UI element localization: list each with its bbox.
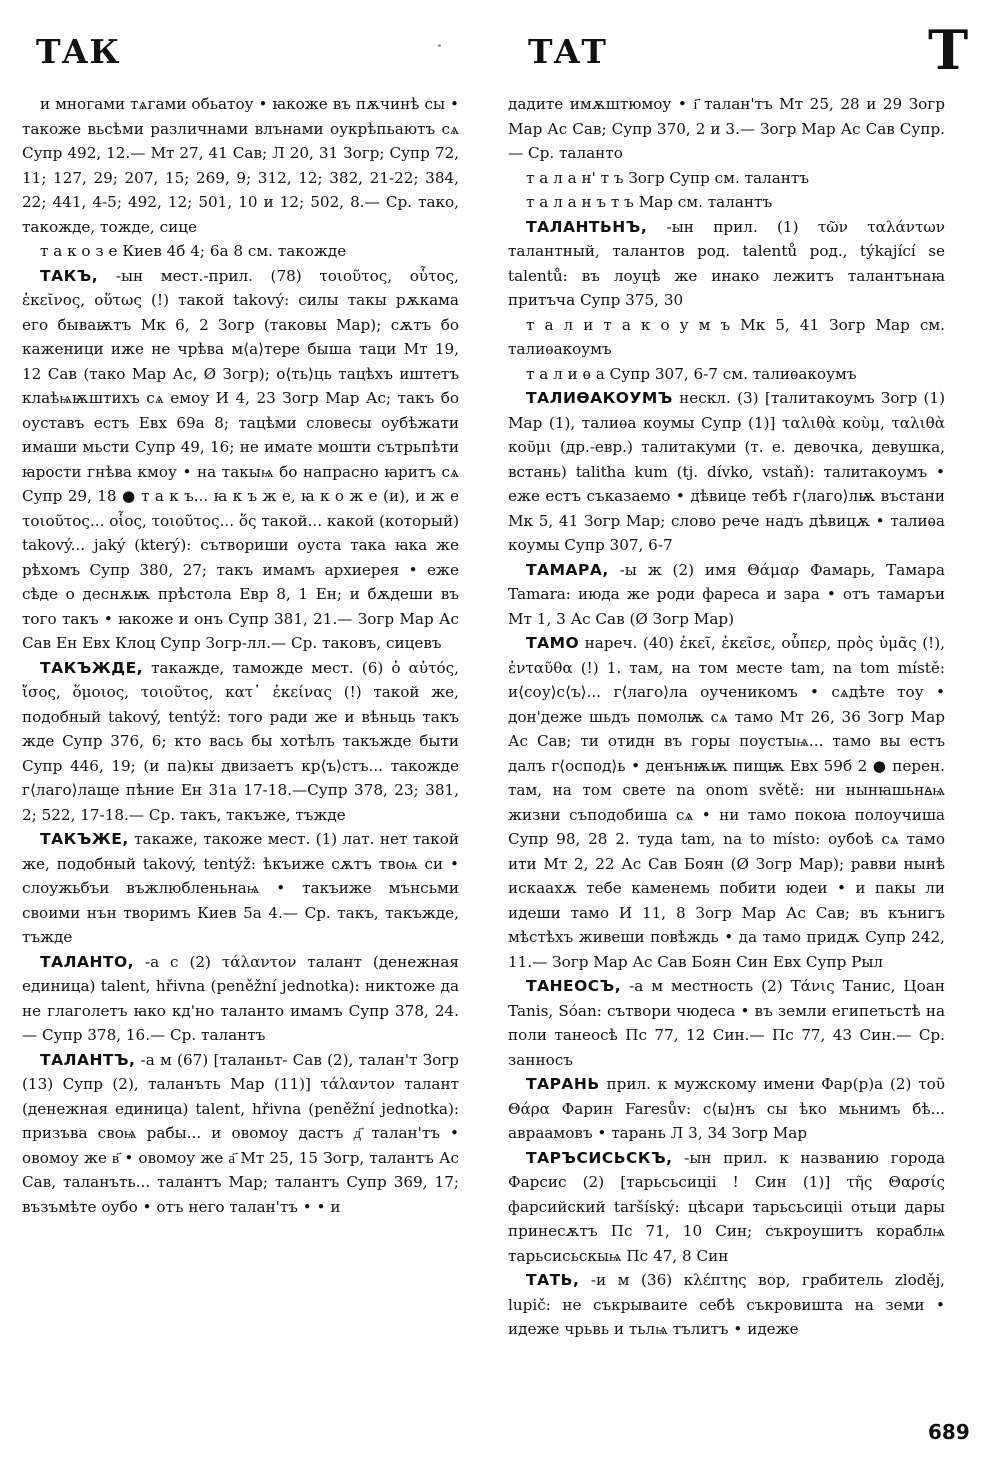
entry-text: т а л и т а к о у м ъ Мк 5, 41 Зогр Мар см. талиѳакоумъ [508, 315, 945, 358]
entry-text: -и м (36) κλέπτης вор, грабитель zloděj, lupič: не съкрываите себѣ съкровишта на земи • идеже чрьвь и тьлѩ тълитъ • идеже [508, 1271, 945, 1338]
dictionary-entry [508, 215, 945, 313]
section-letter: Т [928, 18, 969, 82]
entry-text: -а с (2) τάλαντον талант (денежная единица) talent, hřivna (peněžní jednotka): никтоже да не глаголетъ ꙗко кд'но таланто имамъ Супр 378, 24.— Супр 378, 16.— Ср. талантъ [22, 952, 459, 1044]
dictionary-entry [22, 827, 459, 950]
page-number: 689 [928, 1420, 970, 1444]
headword: ТАТЬ, [526, 1271, 580, 1289]
headword: ТАЛАНТЪ, [40, 1050, 136, 1069]
headword: ТАМО [526, 634, 580, 652]
headword: ТАЛИѲАКОУМЪ [526, 389, 673, 407]
entry-text: -ын мест.-прил. (78) τοιοῦτος, οὗτος, ἐκεῖνος, οὕτως (!) такой takový: силы такы рѫкама его бываѭтъ Мк 6, 2 Зогр (таковы Мар); сѫтъ бо каженици иже не чрѣва м⟨а⟩тере быша таци Мт 19, 12 Сав (тако Мар Ас, Ø Зогр); о⟨ть⟩ць тацѣхъ иштетъ клаѣѩѭштихъ сѧ емоу И 4, 23 Зогр Мар Ас; такъ бо оуставъ естъ Евх 69а 8; тацѣми словесы оубѣжати имаши мьсти Супр 49, 16; не имате мошти сътрьпѣти ꙗрости гнѣва кмоу • на такыѩ бо напрасно ꙗритъ сѧ Супр 29, 18 ● т а к ъ... ꙗ к ъ ж е, ꙗ к о ж е (и), и ж е τοιοῦτος... οἷος, τοιοῦτος... ὅς такой... какой (который) takový... jaký (který): сътвориши оуста така ꙗка же рѣхомъ Супр 380, 27; такъ имамъ архиерея • еже сѣде о деснѫѭ прѣстола Евр 8, 1 Ен; и бѫдеши въ того такъ • ꙗкоже и онъ Супр 381, 21.— Зогр Мар Ас Сав Ен Евх Клоц Супр Зогр-лл.— Ср. таковъ, сицевъ [22, 266, 459, 652]
dictionary-entry [508, 558, 945, 632]
dictionary-entry [508, 386, 945, 558]
entry-text: -а м (67) [таланьт- Сав (2), талан'т Зогр (13) Супр (2), таланъть Мар (11)] τάλαντον талант (денежная единица) talent, hřivna (peněžní jednotka): призъва своѩ рабы... и овомоу дастъ д҃ талан'тъ • овомоу же в҃ • овомоу же а҃ Мт 25, 15 Зогр, талантъ Ас Сав, таланъть... талантъ Мар; талантъ Супр 369, 17; възъмѣте оубо • отъ него талан'тъ • • и [22, 1050, 459, 1216]
headword: ТАЛАНТО, [40, 952, 135, 971]
dictionary-entry [508, 1146, 945, 1269]
dictionary-entry [508, 974, 945, 1072]
entry-text: -ын прил. к названию города Фарсис (2) [тарьсьсиціі ! Син (1)] τῆς Θαρσίς фарсийский taršíský: цѣсари тарьсьсиціі отьци дары принесѫтъ Пс 71, 10 Син; съкроушитъ кораблѩ тарьсисьскыѩ Пс 47, 8 Син [508, 1148, 945, 1265]
entry-text: прил. к мужскому имени Фар(р)а (2) τοῦ Θάρα Фарин Faresův: с⟨ы⟩нъ сы ѣко мьнимъ бѣ... авраамовъ • тарань Л 3, 34 Зогр Мар [508, 1075, 945, 1142]
headword: ТАРАНЬ [526, 1075, 600, 1093]
entry-text: такажде, таможде мест. (6) ὁ αὐτός, ἴσος, ὅμοιος, τοιοῦτος, κατ᾿ ἐκείνας (!) такой же, подобный takový, tentýž: того ради же и вѣньць такъ жде Супр 376, 6; кто вась бы хотѣлъ такъжде быти Супр 446, 19; (и па)кы двизаетъ кр⟨ъ⟩стъ... такожде г⟨лаго⟩лаще пѣние Ен 31а 17-18.—Супр 378, 23; 381, 2; 522, 17-18.— Ср. такъ, такъже, тъжде [22, 658, 459, 824]
headword: ТАМАРА, [526, 560, 609, 579]
entry-text: дадите имѫштюмоу • і҃ талан'тъ Мт 25, 28 и 29 Зогр Мар Ас Сав; Супр 370, 2 и 3.— Зогр Мар Ас Сав Супр.— Ср. таланто [508, 95, 945, 162]
header-dot [438, 44, 441, 47]
entry-text: -а м местность (2) Τάνις Танис, Цоан Tanis, Sóan: сътвори чюдеса • въ земли египетьстѣ на поли танеосѣ Пс 77, 12 Син.— Пс 77, 43 Син.— Ср. занносъ [508, 977, 945, 1069]
dictionary-entry [22, 1048, 459, 1220]
entry-text: т а л и ѳ а Супр 307, 6-7 см. талиѳакоумъ [526, 364, 857, 383]
dictionary-entry [508, 190, 945, 215]
dictionary-entry [22, 239, 459, 264]
entry-text: такаже, такоже мест. (1) лат. нет такой же, подобный takový, tentýž: ѣкъиже сѫтъ твоѩ си • слоужьбъи въжлюбленьнаѩ • такъиже мънсьми своими нън творимъ Киев 5а 4.— Ср. такъ, такъжде, тъжде [22, 830, 459, 946]
dictionary-entry [22, 950, 459, 1048]
left-column [22, 92, 459, 1422]
headword: ТАЛАНТЬНЪ, [526, 217, 648, 236]
dictionary-entry [508, 631, 945, 974]
dictionary-entry [508, 1072, 945, 1146]
dictionary-entry [22, 92, 459, 239]
entry-text: -ы ж (2) имя Θάμαρ Фамарь, Тамара Tamara: июда же роди фареса и зара • отъ тамаръи Мт 1, 3 Ас Сав (Ø Зогр Мар) [508, 560, 945, 628]
running-head-center: ТАТ [528, 32, 607, 71]
entry-text: -ын прил. (1) τῶν ταλάντων талантный, талантов род. talentů род., týkající se talentů: въ лоуцѣ же инако лежитъ талантънаꙗ притъча Супр 375, 30 [508, 217, 945, 309]
entry-text: т а л а н ъ т ъ Мар см. талантъ [526, 193, 773, 211]
dictionary-entry [508, 92, 945, 166]
entry-text: и многами тѧгами обьатоу • ꙗкоже въ пѫчинѣ сы • такоже вьсѣми различнами влънами оукрѣпьаютъ сѧ Супр 492, 12.— Мт 27, 41 Сав; Л 20, 31 Зогр; Супр 72, 11; 127, 29; 207, 15; 269, 9; 312, 12; 382, 21-22; 384, 22; 441, 4-5; 492, 12; 501, 10 и 12; 502, 8.— Ср. тако, такожде, тожде, сице [22, 95, 459, 236]
entry-text: т а к о з е Киев 4б 4; 6а 8 см. такожде [40, 242, 347, 260]
headword: ТАКЪ, [40, 266, 99, 285]
headword: ТАКЪЖДЕ, [40, 658, 144, 677]
entry-text: нареч. (40) ἐκεῖ, ἐκεῖσε, οὗπερ, πρὸς ὑμᾶς (!), ἐνταῦθα (!) 1. там, на том месте tam, na tom místě: и⟨соу⟩с⟨ъ⟩... г⟨лаго⟩ла оученикомъ • сѧдѣте тоу • дон'деже шьдъ помолѭ сѧ тамо Мт 26, 36 Зогр Мар Ас Сав; ти отидн въ горы поустыѩ... тамо вы естъ далъ г⟨оспод⟩ь • денънѭѭ пищѭ Евх 59б 2 ● перен. там, на том свете na onom světě: ни нынꙗшьнꙙѩ жизни съподобиша сѧ • ни тамо покоꙗ полоучиша Супр 98, 28 2. туда tam, na to místo: оубоѣ сѧ тамо ити Мт 2, 22 Ас Сав Боян (Ø Зогр Мар); равви нынѣ искаахѫ тебе каменемь побити юдеи • и пакы ли идеши тамо И 11, 8 Зогр Мар Ас Сав; въ кънигъ мѣстѣхъ живеши повѣждь • да тамо придѫ Супр 242, 11.— Зогр Мар Ас Сав Боян Син Евх Супр Рыл [508, 634, 945, 971]
dictionary-entry [508, 313, 945, 362]
dictionary-entry [508, 362, 945, 387]
dictionary-entry [508, 1268, 945, 1342]
dictionary-entry [22, 264, 459, 656]
headword: ТАКЪЖЕ, [40, 830, 129, 848]
entry-text: нескл. (3) [талитакоумъ Зогр (1) Мар (1), талиѳа коумы Супр (1)] ταλιθὰ κοὺμ, ταλιθὰ κοῦμι (др.-евр.) талитакуми (т. е. девочка, девушка, встань) talitha kum (tj. dívko, vstaň): талитакоумъ • еже естъ съказаемо • дѣвице тебѣ г⟨лаго⟩лѭ въстани Мк 5, 41 Зогр Мар; слово рече надъ дѣвицѫ • талиѳа коумы Супр 307, 6-7 [508, 389, 945, 554]
dictionary-entry [508, 166, 945, 191]
dictionary-entry [22, 656, 459, 828]
headword: ТАРЪСИСЬСКЪ, [526, 1148, 673, 1167]
running-head-left: ТАК [36, 32, 121, 71]
right-column [508, 92, 945, 1422]
headword: ТАНЕОСЪ, [526, 977, 622, 995]
entry-text: т а л а н' т ъ Зогр Супр см. талантъ [526, 168, 809, 187]
